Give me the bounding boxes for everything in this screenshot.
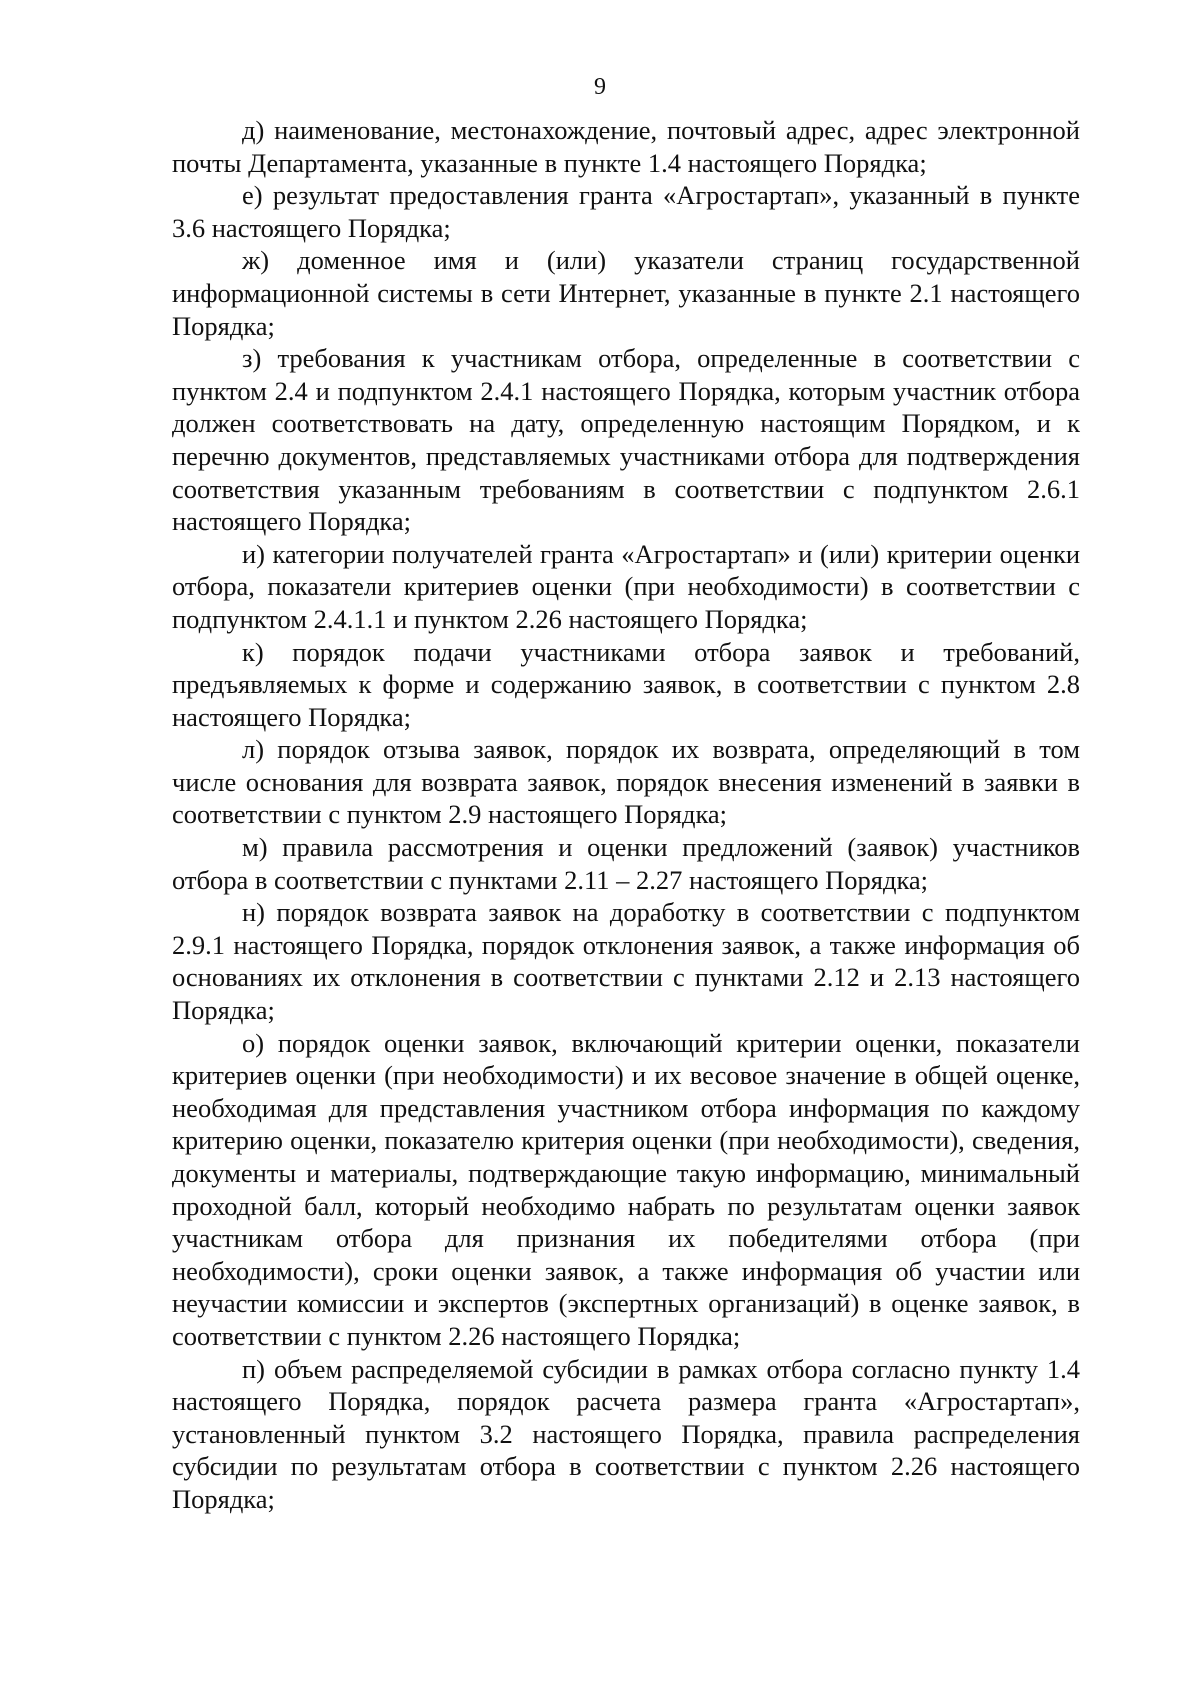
paragraph-p: п) объем распределяемой субсидии в рамках отбора согласно пункту 1.4 настоящего Порядка, порядок расчета размера гранта «Агростартап», установленный пунктом 3.2 настоящего Порядка, правила распределения субсидии по результатам отбора в соответствии с пунктом 2.26 настоящего Порядка; (172, 1353, 1080, 1514)
paragraph-d: д) наименование, местонахождение, почтовый адрес, адрес электронной почты Департамента, указанные в пункте 1.4 настоящего Порядка; (172, 115, 1080, 178)
page-number: 9 (594, 74, 606, 100)
paragraph-n: н) порядок возврата заявок на доработку в соответствии с подпунктом 2.9.1 настоящего Порядка, порядок отклонения заявок, а также информация об основаниях их отклонения в соответствии с пунктами 2.12 и 2.13 настоящего Порядка; (172, 897, 1080, 1026)
paragraph-m: м) правила рассмотрения и оценки предложений (заявок) участников отбора в соответствии с пунктами 2.11 – 2.27 настоящего Порядка; (172, 832, 1080, 895)
document-body (172, 114, 1080, 1516)
paragraph-k: к) порядок подачи участниками отбора заявок и требований, предъявляемых к форме и содержанию заявок, в соответствии с пунктом 2.8 настоящего Порядка; (172, 636, 1080, 732)
paragraph-o: о) порядок оценки заявок, включающий критерии оценки, показатели критериев оценки (при необходимости) и их весовое значение в общей оценке, необходимая для представления участником отбора информация по каждому критерию оценки, показателю критерия оценки (при необходимости), сведения, документы и материалы, подтверждающие такую информацию, минимальный проходной балл, который необходимо набрать по результатам оценки заявок участникам отбора для признания их победителями отбора (при необходимости), сроки оценки заявок, а также информация об участии или неучастии комиссии и экспертов (экспертных организаций) в оценке заявок, в соответствии с пунктом 2.26 настоящего Порядка; (172, 1027, 1080, 1351)
paragraph-e: е) результат предоставления гранта «Агростартап», указанный в пункте 3.6 настоящего Порядка; (172, 180, 1080, 243)
paragraph-i: и) категории получателей гранта «Агростартап» и (или) критерии оценки отбора, показатели критериев оценки (при необходимости) в соответствии с подпунктом 2.4.1.1 и пунктом 2.26 настоящего Порядка; (172, 538, 1080, 634)
paragraph-z: з) требования к участникам отбора, определенные в соответствии с пунктом 2.4 и подпунктом 2.4.1 настоящего Порядка, которым участник отбора должен соответствовать на дату, определенную настоящим Порядком, и к перечню документов, представляемых участниками отбора для подтверждения соответствия указанным требованиям в соответствии с подпунктом 2.6.1 настоящего Порядка; (172, 343, 1080, 537)
paragraph-l: л) порядок отзыва заявок, порядок их возврата, определяющий в том числе основания для возврата заявок, порядок внесения изменений в заявки в соответствии с пунктом 2.9 настоящего Порядка; (172, 734, 1080, 830)
paragraph-zh: ж) доменное имя и (или) указатели страниц государственной информационной системы в сети Интернет, указанные в пункте 2.1 настоящего Порядка; (172, 245, 1080, 341)
